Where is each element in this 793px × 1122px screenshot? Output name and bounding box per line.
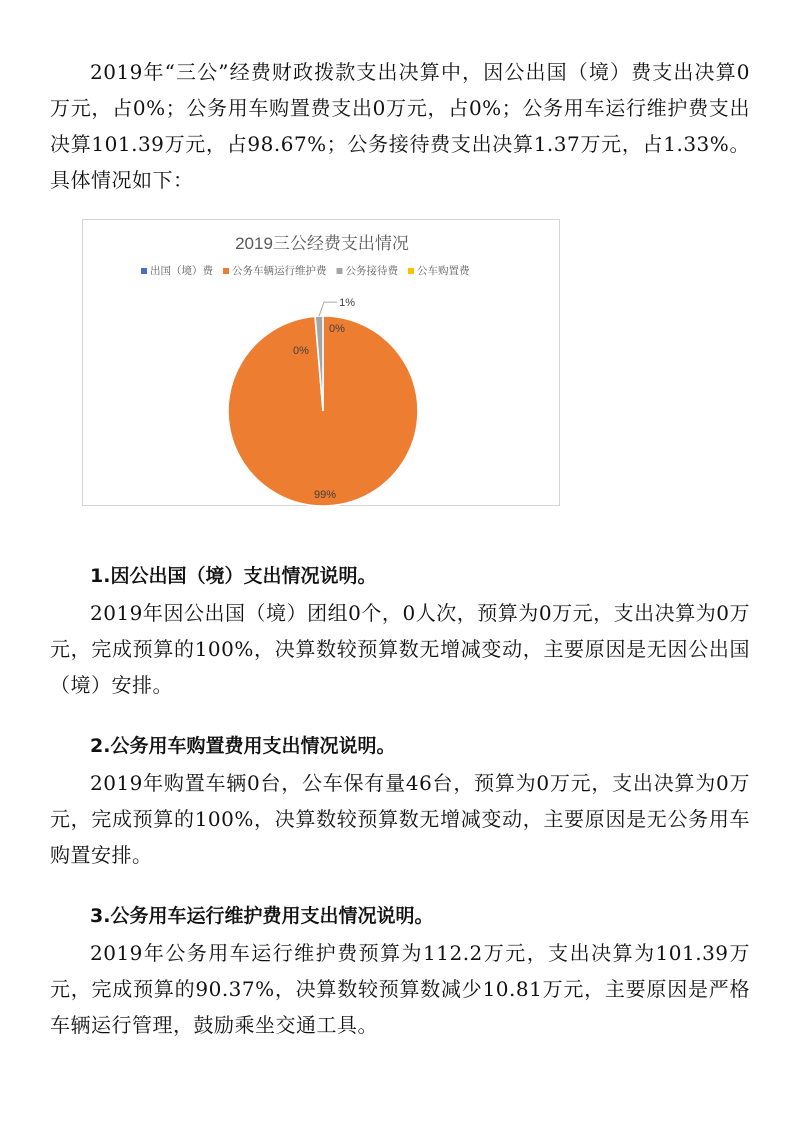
- pie-slices: [228, 316, 418, 506]
- leader-line-2: [319, 302, 337, 316]
- legend-label-2: 公务接待费: [345, 265, 398, 277]
- data-label-1: 99%: [313, 489, 337, 501]
- chart-title: 2019三公经费支出情况: [235, 234, 409, 253]
- data-label-3: 0%: [329, 323, 345, 335]
- chart-legend: [141, 264, 470, 277]
- leader-lines: [319, 302, 337, 316]
- legend-swatch-2: [337, 268, 343, 274]
- section-1-body: 2019年因公出国（境）团组0个，0人次，预算为0万元，支出决算为0万元，完成预算的100%，决算数较预算数无增减变动，主要原因是无因公出国（境）安排。: [50, 601, 750, 697]
- legend-label-0: 出国（境）费: [150, 265, 213, 277]
- pie-chart: [82, 219, 560, 506]
- legend-swatch-1: [223, 268, 229, 274]
- intro-paragraph: 2019年“三公”经费财政拨款支出决算中，因公出国（境）费支出决算0万元，占0%；公务用车购置费支出0万元，占0%；公务用车运行维护费支出决算101.39万元，占98.67%；公务接待费支出决算1.37万元，占1.33%。具体情况如下：: [50, 60, 750, 192]
- data-label-0: 0%: [293, 345, 309, 357]
- section-1-heading: 1.因公出国（境）支出情况说明。: [90, 565, 377, 587]
- section-2-heading: 2.公务用车购置费用支出情况说明。: [90, 735, 396, 757]
- pie-chart-svg: [83, 220, 561, 507]
- section-2-body: 2019年购置车辆0台，公车保有量46台，预算为0万元，支出决算为0万元，完成预算的100%，决算数较预算数无增减变动，主要原因是无公务用车购置安排。: [50, 771, 750, 867]
- section-3-heading: 3.公务用车运行维护费用支出情况说明。: [90, 905, 434, 927]
- legend-swatch-0: [141, 268, 147, 274]
- legend-label-3: 公车购置费: [417, 265, 470, 277]
- legend-swatch-3: [408, 268, 414, 274]
- legend-label-1: 公务车辆运行维护费: [232, 265, 327, 277]
- data-label-2: 1%: [339, 297, 355, 310]
- section-3-body: 2019年公务用车运行维护费预算为112.2万元，支出决算为101.39万元，完成预算的90.37%，决算数较预算数减少10.81万元，主要原因是严格车辆运行管理，鼓励乘坐交通工具。: [50, 941, 750, 1037]
